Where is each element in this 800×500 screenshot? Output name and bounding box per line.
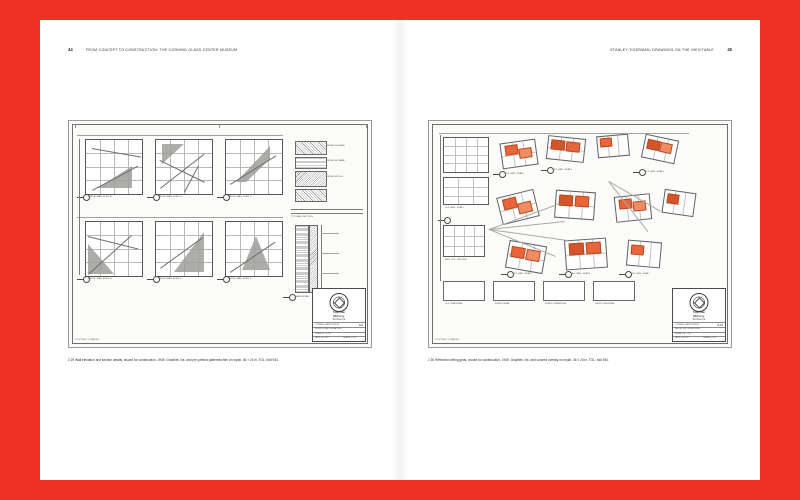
drawing-label: ARCH. WALL ELEV. E — [159, 278, 182, 280]
detail-section — [295, 171, 327, 187]
detail-label: LIGHT COVE DETAIL — [595, 303, 615, 305]
running-head-right: STANLEY TIGERMAN: DRAWINGS ON THE INEVITABLE — [610, 48, 714, 52]
titleblock-sheet-title: INTERIOR WALL ELEVATIONS — [315, 328, 342, 331]
caption-text-left: 2.29 Wall elevation and section details, issued for construction, 1949. Graphite, ink, and pre-printed patterned film on mylar, 36 × 24 in. TGL, fold 934. — [68, 358, 279, 362]
detail-section — [593, 281, 635, 301]
figure-caption-right — [428, 358, 738, 362]
detail-bubble — [507, 271, 514, 278]
detail-bubble — [289, 294, 296, 301]
folio-right: 45 — [727, 47, 732, 53]
detail-bubble — [223, 194, 230, 201]
page-left — [40, 20, 400, 480]
detail-bubble — [83, 194, 90, 201]
drawing-label: ARCH. WALL ELEV. A — [89, 196, 112, 198]
drawing-plate-right — [428, 120, 732, 348]
detail-section — [295, 141, 327, 155]
ceiling-highlight — [566, 141, 581, 152]
detail-label: TYP. WALL SECTION — [291, 216, 313, 218]
sheet-stamp-left: CONTRACT DRAWING — [75, 339, 100, 341]
firm-name-line3: Architects — [332, 318, 346, 321]
detail-label: DETAIL AT JAMB — [327, 160, 345, 162]
firm-name-line1: Tigerman — [692, 311, 706, 314]
page-right — [400, 20, 760, 480]
plan-label: REFL. CLG. - SECTION — [445, 259, 467, 261]
titleblock-date: DATE: 11-02-49 — [675, 336, 689, 339]
ceiling-highlight — [666, 193, 679, 205]
ceiling-grid-block — [443, 225, 485, 257]
elevation-cell — [225, 221, 283, 277]
detail-bubble — [83, 276, 90, 283]
drawing-label: ARCH. WALL ELEV. F — [229, 278, 252, 280]
detail-bubble — [153, 276, 160, 283]
plan-label: CLG. GRID - PLAN 6 — [571, 273, 590, 275]
drawing-label: ARCH. WALL ELEV. B — [159, 196, 182, 198]
plan-label: CLG. GRID - PLAN 5 — [513, 273, 532, 275]
detail-section — [493, 281, 535, 301]
elevation-cell — [225, 139, 283, 195]
detail-label: BASE DETAIL — [295, 296, 310, 298]
titleblock-project: CORNING GLASS CENTER — [675, 323, 700, 326]
running-head-left: FROM CONCEPT TO CONSTRUCTION: THE CORNING GLASS CENTER MUSEUM — [86, 48, 238, 52]
drawing-plate-left — [68, 120, 372, 348]
ceiling-highlight — [631, 244, 645, 255]
elevation-cell — [85, 221, 143, 277]
detail-bubble — [625, 271, 632, 278]
firm-name-line3: Architects — [692, 318, 706, 321]
titleblock-drawn-by: DRAWN: J.P.W. — [703, 336, 717, 339]
titleblock-drawn-by: DRAWN: R.L.M. — [343, 336, 357, 339]
ceiling-highlight — [586, 241, 602, 254]
plan-label: CLG. GRID - PLAN 7 — [631, 273, 650, 275]
wall-section — [309, 225, 318, 293]
detail-section — [443, 281, 485, 301]
titleblock-sheet-number: A-14 — [717, 323, 723, 327]
detail-section — [295, 189, 327, 202]
detail-section — [295, 157, 327, 169]
book-spread — [40, 20, 760, 480]
titleblock-project: CORNING GLASS CENTER — [315, 323, 340, 326]
detail-label: DETAIL AT HEAD — [327, 145, 345, 147]
ceiling-grid-block — [443, 177, 489, 205]
drawing-label: ARCH. WALL ELEV. C — [229, 196, 252, 198]
firm-name-line1: Tigerman — [332, 311, 346, 314]
titleblock-scale: SCALE: 1/4" = 1'-0" — [675, 332, 692, 335]
ceiling-highlight — [551, 139, 566, 150]
titleblock-sheet-number: A-9 — [358, 323, 363, 327]
ceiling-highlight — [569, 242, 585, 255]
elevation-cell — [155, 221, 213, 277]
detail-bubble — [565, 271, 572, 278]
detail-bubble — [223, 276, 230, 283]
detail-bubble — [547, 167, 554, 174]
folio-left: 44 — [68, 47, 73, 53]
title-block-left — [312, 288, 366, 342]
detail-bubble — [639, 169, 646, 176]
plan-label: CLG. GRID - PLAN 1 — [445, 207, 464, 209]
titleblock-scale: SCALE: 1/2" = 1'-0" — [315, 332, 332, 335]
wall-section — [295, 225, 309, 293]
ceiling-highlight — [559, 195, 574, 207]
detail-bubble — [444, 217, 451, 224]
plan-label: CLG. GRID - PLAN 2 — [505, 173, 524, 175]
firm-seal-icon — [330, 293, 349, 312]
ceiling-highlight — [525, 249, 541, 262]
detail-label: SOFFIT CONNECTION — [545, 303, 567, 305]
plan-label: CLG. GRID - PLAN 3 — [553, 169, 572, 171]
ceiling-highlight — [504, 144, 518, 156]
elevation-cell — [85, 139, 143, 195]
elevation-cell — [155, 139, 213, 195]
ceiling-grid-block — [443, 137, 489, 173]
ceiling-highlight — [575, 196, 590, 208]
detail-bubble — [499, 171, 506, 178]
titleblock-date: DATE: 10-14-49 — [315, 336, 329, 339]
detail-section — [543, 281, 585, 301]
ceiling-highlight — [510, 246, 526, 259]
detail-bubble — [153, 194, 160, 201]
plan-label: CLG. GRID - PLAN 4 — [645, 171, 664, 173]
titleblock-sheet-title: REFLECTED CEILING PLAN — [675, 328, 700, 331]
title-block-right — [672, 288, 726, 342]
firm-name-line2: McCurry — [333, 314, 345, 318]
ceiling-highlight — [518, 147, 532, 159]
caption-text-right: 2.30 Reflected ceiling grids, issued for construction, 1949. Graphite, ink, and colored overlay on mylar, 36 × 24 in. TGL, fold 934. — [428, 358, 609, 362]
firm-seal-icon — [690, 293, 709, 312]
figure-caption-left — [68, 358, 378, 362]
detail-label: CLG. TRIM DETAIL — [445, 303, 463, 305]
sheet-stamp-right: CONTRACT DRAWING — [435, 339, 460, 341]
ceiling-highlight — [600, 137, 613, 147]
detail-label: SOFFIT DETAIL — [495, 303, 510, 305]
drawing-label: ARCH. WALL ELEV. D — [89, 278, 112, 280]
firm-name-line2: McCurry — [693, 314, 705, 318]
detail-label: DETAIL AT SILL — [327, 176, 344, 178]
ceiling-highlight — [659, 142, 673, 154]
